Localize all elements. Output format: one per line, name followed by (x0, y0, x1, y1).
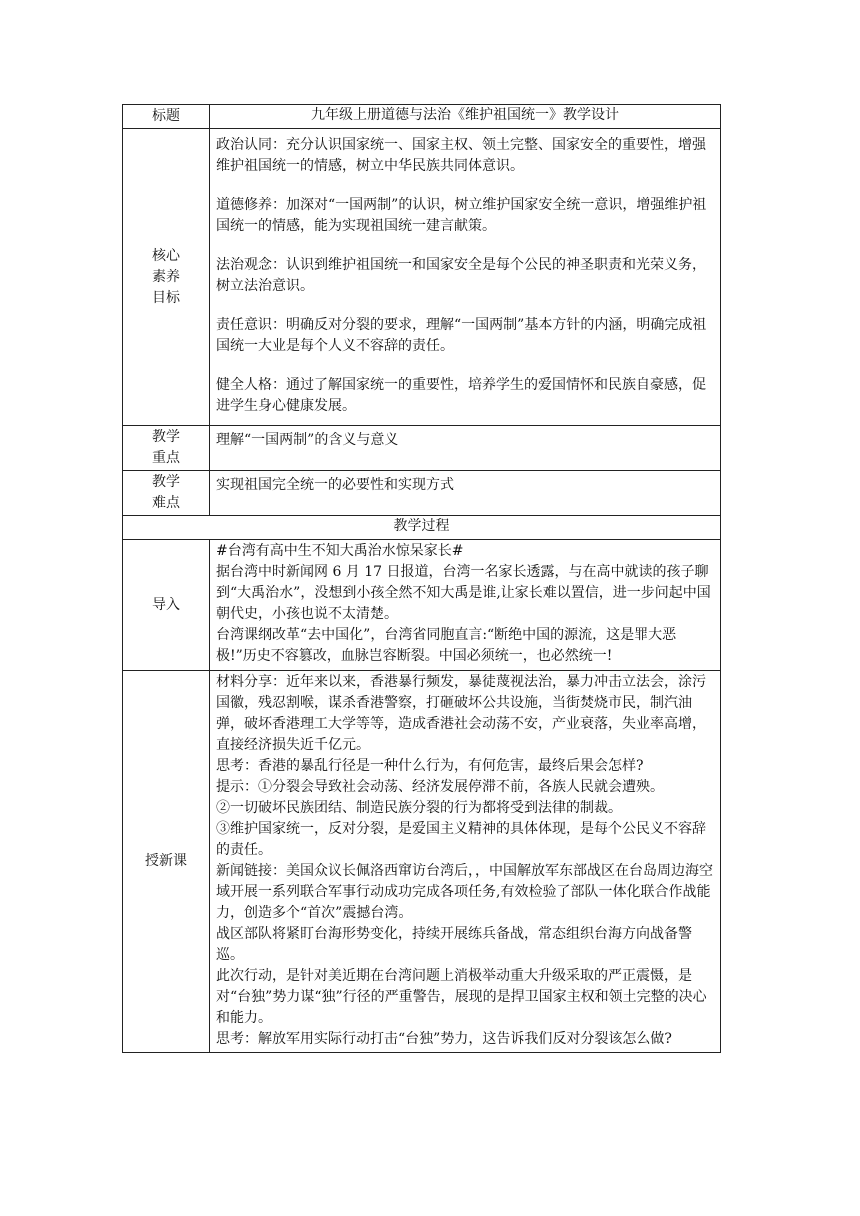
goal-moral: 道德修养：加深对“一国两制”的认识，树立维护国家安全统一意识，增强维护祖国统一的情感，能为实现祖国统一建言献策。 (216, 197, 707, 234)
key-point-label: 教学 重点 (123, 426, 210, 471)
goal-personality: 健全人格：通过了解国家统一的重要性，培养学生的爱国情怀和民族自豪感，促进学生身心健康发展。 (216, 377, 706, 414)
difficulty-label: 教学 难点 (123, 471, 210, 516)
goal-legal: 法治观念：认识到维护祖国统一和国家安全是每个公民的神圣职责和光荣义务，树立法治意识。 (216, 257, 706, 294)
lesson-paragraph: 提示：①分裂会导致社会动荡、经济发展停滞不前，各族人民就会遭殃。 (216, 779, 664, 795)
new-lesson-label: 授新课 (123, 671, 210, 1053)
intro-content (210, 540, 721, 671)
lesson-paragraph: 材料分享：近年来以来，香港暴行频发，暴徒蔑视法治，暴力冲击立法会，涂污国徽，残忍割喉，谋杀香港警察，打砸破坏公共设施，当街焚烧市民，制汽油弹，破坏香港理工大学等等，造成香港社会动荡不安，产业衰落，失业率高增，直接经济损失近千亿元。 (216, 674, 706, 753)
process-title: 教学过程 (123, 516, 721, 540)
core-goals-label: 核心 素养 目标 (123, 129, 210, 426)
new-lesson-row (123, 671, 721, 1053)
title-row (123, 105, 721, 129)
lesson-title: 九年级上册道德与法治《维护祖国统一》教学设计 (210, 105, 721, 129)
core-goals-content (210, 129, 721, 426)
core-goals-row (123, 129, 721, 426)
lesson-paragraph: 思考：解放军用实际行动打击“台独”势力，这告诉我们反对分裂该怎么做? (216, 1031, 672, 1047)
lesson-paragraph: 新闻链接：美国众议长佩洛西窜访台湾后，，中国解放军东部战区在台岛周边海空域开展一系列联合军事行动成功完成各项任务,有效检验了部队一体化联合作战能力，创造多个“首次”震撼台湾。 (216, 863, 713, 921)
intro-paragraph: 台湾课纲改革“去中国化”，台湾省同胞直言:“断绝中国的源流，这是罪大恶极!”历史不容篡改，血脉岂容断裂。中国必须统一，也必然统一! (216, 627, 677, 664)
difficulty-row (123, 471, 721, 516)
lesson-paragraph: 战区部队将紧盯台海形势变化，持续开展练兵备战，常态组织台海方向战备警巡。 (216, 926, 692, 963)
intro-label: 导入 (123, 540, 210, 671)
intro-paragraph: #台湾有高中生不知大禹治水惊呆家长# (216, 543, 464, 559)
goal-responsibility: 责任意识：明确反对分裂的要求，理解“一国两制”基本方针的内涵，明确完成祖国统一大业是每个人义不容辞的责任。 (216, 317, 707, 354)
key-point-text: 理解“一国两制”的含义与意义 (210, 426, 721, 471)
lesson-paragraph: 思考：香港的暴乱行径是一种什么行为，有何危害，最终后果会怎样? (216, 758, 644, 774)
difficulty-text: 实现祖国完全统一的必要性和实现方式 (210, 471, 721, 516)
new-lesson-content (210, 671, 721, 1053)
intro-row (123, 540, 721, 671)
lesson-paragraph: ③维护国家统一，反对分裂，是爱国主义精神的具体体现，是每个公民义不容辞的责任。 (216, 821, 706, 858)
goal-political: 政治认同：充分认识国家统一、国家主权、领土完整、国家安全的重要性，增强维护祖国统一的情感，树立中华民族共同体意识。 (216, 137, 706, 174)
lesson-paragraph: ②一切破坏民族团结、制造民族分裂的行为都将受到法律的制裁。 (216, 800, 622, 816)
process-row (123, 516, 721, 540)
lesson-paragraph: 此次行动，是针对美近期在台湾问题上消极举动重大升级采取的严正震慑，是对“台独”势力谋“独”行径的严重警告，展现的是捍卫国家主权和领土完整的决心和能力。 (216, 968, 707, 1026)
key-point-row (123, 426, 721, 471)
title-label: 标题 (123, 105, 210, 129)
intro-paragraph: 据台湾中时新闻网 6 月 17 日报道，台湾一名家长透露，与在高中就读的孩子聊到“大禹治水”，没想到小孩全然不知大禹是谁,让家长难以置信，进一步问起中国朝代史，小孩也说不太清楚。 (216, 564, 711, 622)
lesson-plan-table (122, 104, 721, 1053)
